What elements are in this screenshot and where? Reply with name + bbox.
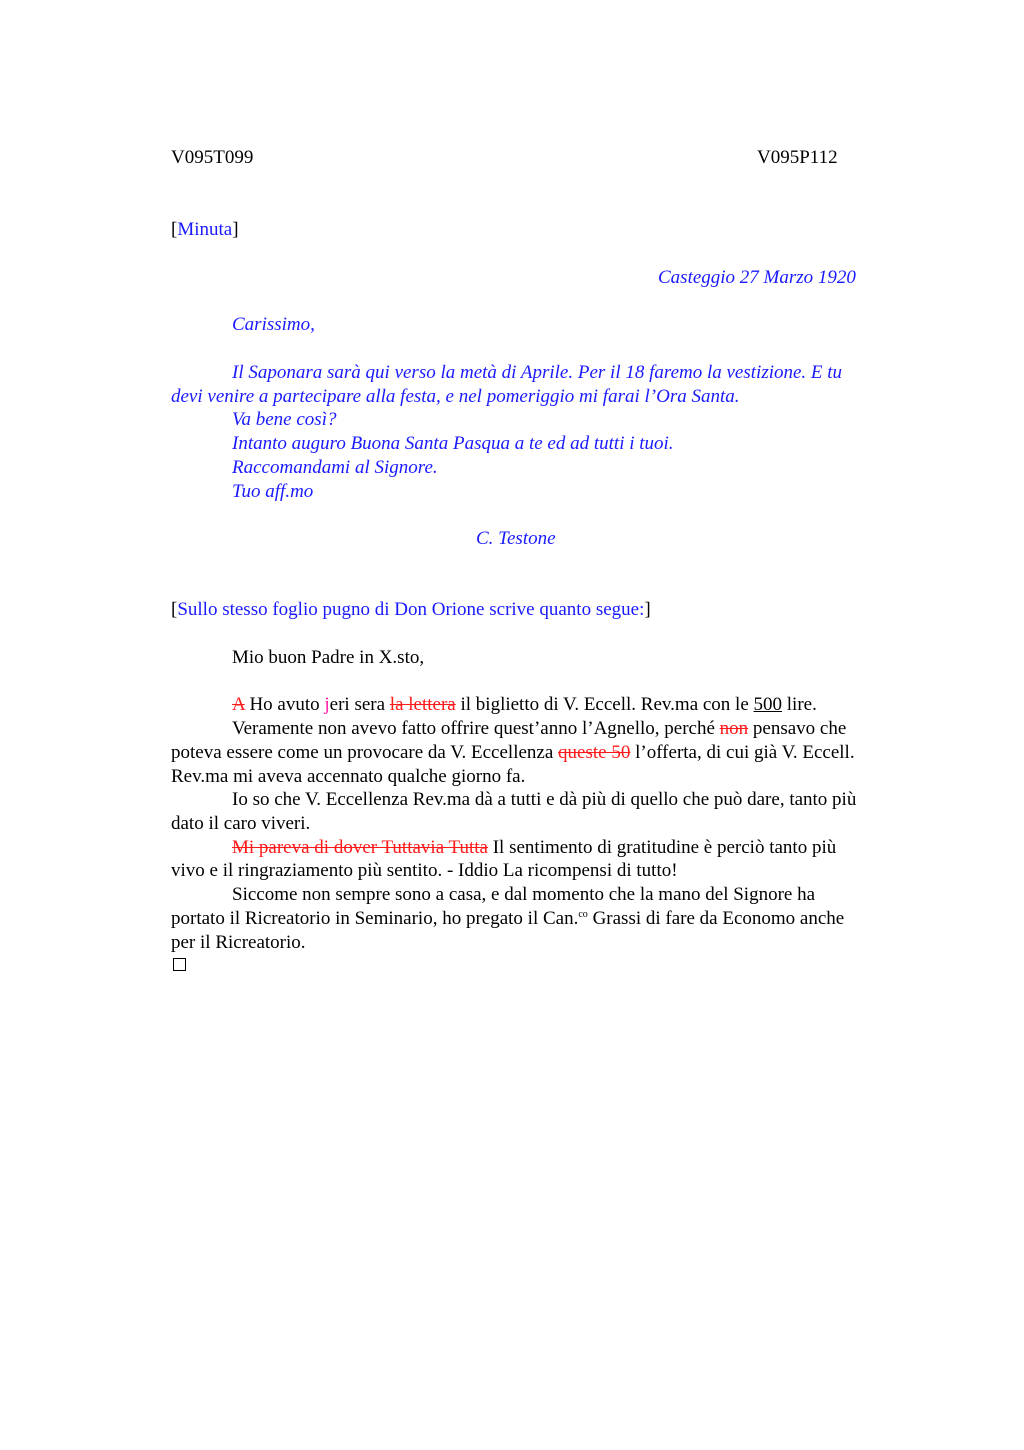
minuta-label [171,218,239,242]
letter2-p1 [232,693,817,717]
dateline: Casteggio 27 Marzo 1920 [658,267,856,288]
salutation-2: Mio buon Padre in X.sto, [232,647,425,668]
superscript: co [578,909,588,920]
bracket-close: ] [644,599,651,620]
text-run: Grassi di fare da Economo anche [587,908,845,929]
deleted-text: Mi pareva di dover Tuttavia Tutta [232,837,488,858]
header-left-code: V095T099 [171,147,254,168]
header-right-code: V095P112 [757,147,838,168]
text-run: lire. [782,694,817,715]
signature: C. Testone [476,528,556,549]
text-run: portato il Ricreatorio in Seminario, ho pregato il Can. [171,908,579,929]
deleted-text: non [719,718,749,739]
text-run: il biglietto di V. Eccell. Rev.ma con le [455,694,754,715]
text-run: Ho avuto [244,694,325,715]
bracket-close: ] [232,219,239,240]
letter2-p5-line1: Siccome non sempre sono a casa, e dal momento che la mano del Signore ha [232,884,816,905]
underlined-amount: 500 [753,694,783,715]
deleted-text: A [232,694,245,715]
inserted-letter: j [324,694,330,715]
salutation-1: Carissimo, [232,314,315,335]
editorial-note [171,598,651,622]
letter2-p2-line3: Rev.ma mi aveva accennato qualche giorno fa. [171,766,526,787]
bracket-open: [ [171,219,178,240]
text-run: pensavo che [748,718,847,739]
text-run: Il sentimento di gratitudine è perciò tanto più [487,837,837,858]
text-run: eri sera [329,694,390,715]
letter2-p4-line1 [232,836,836,860]
letter2-p2-line1 [232,717,846,741]
letter2-p3-line1: Io so che V. Eccellenza Rev.ma dà a tutti e dà più di quello che può dare, tanto più [232,789,857,810]
letter2-p2-line2 [171,741,855,765]
bracket-open: [ [171,599,178,620]
letter2-p5-line2 [171,907,844,931]
letter1-p1-line1: Il Saponara sarà qui verso la metà di Aprile. Per il 18 faremo la vestizione. E tu [232,362,843,383]
text-run: l’offerta, di cui già V. Eccell. [630,742,855,763]
deleted-text: queste 50 [558,742,631,763]
letter1-p2: Va bene così? [232,409,337,430]
letter1-p1-line2: devi venire a partecipare alla festa, e nel pomeriggio mi farai l’Ora Santa. [171,386,740,407]
minuta-text: Minuta [177,219,233,240]
text-run: Veramente non avevo fatto offrire quest’anno l’Agnello, perché [232,718,720,739]
letter1-p3: Intanto auguro Buona Santa Pasqua a te ed ad tutti i tuoi. [232,433,674,454]
letter1-p4: Raccomandami al Signore. [232,457,438,478]
end-box-icon [173,958,186,971]
letter2-p4-line2: vivo e il ringraziamento più sentito. - Iddio La ricompensi di tutto! [171,860,678,881]
note-text: Sullo stesso foglio pugno di Don Orione scrive quanto segue: [177,599,645,620]
text-run: poteva essere come un provocare da V. Eccellenza [171,742,559,763]
deleted-text: la lettera [389,694,456,715]
letter2-p3-line2: dato il caro viveri. [171,813,311,834]
letter1-p5: Tuo aff.mo [232,481,314,502]
letter2-p5-line3: per il Ricreatorio. [171,932,306,953]
